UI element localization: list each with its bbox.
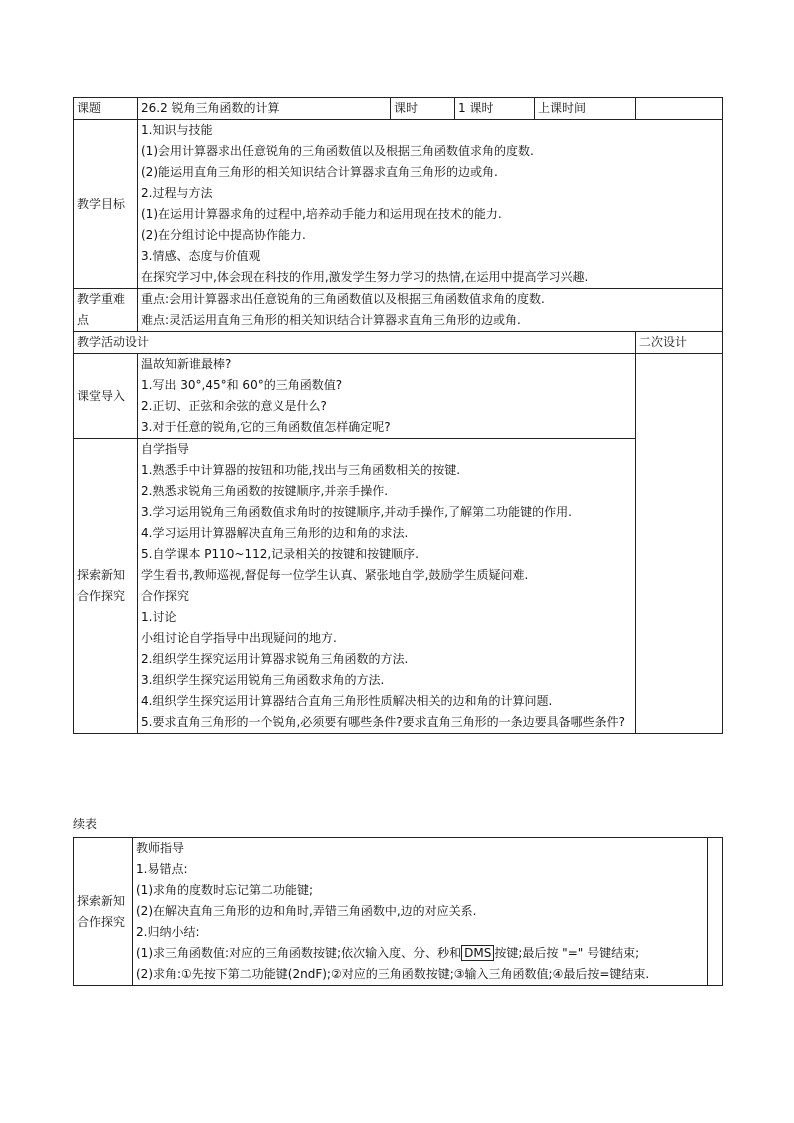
intro-line: 1.写出 30°,45°和 60°的三角函数值? <box>141 378 343 392</box>
objective-line: 2.过程与方法 <box>141 186 213 200</box>
guide-line: (2)求角:①先按下第二功能键(2ndF);②对应的三角函数按键;③输入三角函数值;④最后按=键结束. <box>136 967 650 981</box>
intro-content <box>138 354 636 439</box>
guide-line <box>136 943 704 964</box>
explore-line: 合作探究 <box>141 589 190 603</box>
guide-text: (1)求三角函数值:对应的三角函数按键;依次输入度、分、秒和 <box>136 946 462 960</box>
objective-line: (1)会用计算器求出任意锐角的三角函数值以及根据三角函数值求角的度数. <box>141 144 534 158</box>
objective-line: 1.知识与技能 <box>141 123 213 137</box>
explore-line: 3.学习运用锐角三角函数值求角时的按键顺序,并动手操作,了解第二功能键的作用. <box>141 505 572 519</box>
continued-table <box>73 837 723 986</box>
label-intro: 课堂导入 <box>74 354 138 439</box>
lesson-plan-table <box>73 97 723 734</box>
label-objectives: 教学目标 <box>74 120 138 289</box>
objective-line: (2)在分组讨论中提高协作能力. <box>141 228 306 242</box>
intro-line: 3.对于任意的锐角,它的三角函数值怎样确定呢? <box>141 420 391 434</box>
objective-line: 3.情感、态度与价值观 <box>141 249 261 263</box>
explore-line: 4.组织学生探究运用计算器结合直角三角形性质解决相关的边和角的计算问题. <box>141 694 553 708</box>
label-class-time: 上课时间 <box>535 98 636 120</box>
key-point-line: 难点:灵活运用直角三角形的相关知识结合计算器求直角三角形的边或角. <box>141 313 521 327</box>
continued-title: 续表 <box>73 817 98 831</box>
second-design-cell <box>636 354 723 734</box>
guide-line: 教师指导 <box>136 841 185 855</box>
explore-line: 自学指导 <box>141 442 190 456</box>
class-time-value <box>636 98 723 120</box>
intro-line: 2.正切、正弦和余弦的意义是什么? <box>141 399 327 413</box>
explore-line: 2.熟悉求锐角三角函数的按键顺序,并亲手操作. <box>141 484 389 498</box>
dms-key-box: DMS <box>461 945 494 961</box>
explore-line: 1.熟悉手中计算器的按钮和功能,找出与三角函数相关的按键. <box>141 463 461 477</box>
objective-line: 在探究学习中,体会现在科技的作用,激发学生努力学习的热情,在运用中提高学习兴趣. <box>141 270 589 284</box>
guide-text: 按键;最后按 "=" 号键结束; <box>494 946 640 960</box>
guide-line: (2)在解决直角三角形的边和角时,弄错三角函数中,边的对应关系. <box>136 904 477 918</box>
key-points-content <box>138 289 723 332</box>
label-key-points: 教学重难点 <box>74 289 138 332</box>
explore-line: 4.学习运用计算器解决直角三角形的边和角的求法. <box>141 526 409 540</box>
label-explore: 探索新知合作探究 <box>74 439 138 734</box>
label-second-design: 二次设计 <box>636 332 723 354</box>
explore-content <box>138 439 636 734</box>
label-explore-continued: 探索新知合作探究 <box>74 838 133 986</box>
explore-line: 小组讨论自学指导中出现疑问的地方. <box>141 631 337 645</box>
continued-side-cell <box>708 838 723 986</box>
explore-line: 3.组织学生探究运用锐角三角函数求角的方法. <box>141 673 385 687</box>
label-topic: 课题 <box>74 98 138 120</box>
intro-line: 温故知新谁最棒? <box>141 357 232 371</box>
label-activity-design: 教学活动设计 <box>74 332 636 354</box>
key-point-line: 重点:会用计算器求出任意锐角的三角函数值以及根据三角函数值求角的度数. <box>141 292 545 306</box>
label-hours: 课时 <box>391 98 455 120</box>
objective-line: (2)能运用直角三角形的相关知识结合计算器求直角三角形的边或角. <box>141 165 498 179</box>
guide-line: (1)求角的度数时忘记第二功能键; <box>136 883 314 897</box>
guide-line: 2.归纳小结: <box>136 925 200 939</box>
explore-line: 5.自学课本 P110~112,记录相关的按键和按键顺序. <box>141 547 419 561</box>
topic-value: 26.2 锐角三角函数的计算 <box>138 98 391 120</box>
explore-line: 5.要求直角三角形的一个锐角,必须要有哪些条件?要求直角三角形的一条边要具备哪些条件? <box>141 715 626 729</box>
explore-line: 1.讨论 <box>141 610 177 624</box>
explore-line: 学生看书,教师巡视,督促每一位学生认真、紧张地自学,鼓励学生质疑问难. <box>141 568 529 582</box>
hours-value: 1 课时 <box>455 98 535 120</box>
guide-line: 1.易错点: <box>136 862 188 876</box>
objectives-content <box>138 120 723 289</box>
continued-content <box>133 838 708 986</box>
objective-line: (1)在运用计算器求角的过程中,培养动手能力和运用现在技术的能力. <box>141 207 502 221</box>
explore-line: 2.组织学生探究运用计算器求锐角三角函数的方法. <box>141 652 409 666</box>
